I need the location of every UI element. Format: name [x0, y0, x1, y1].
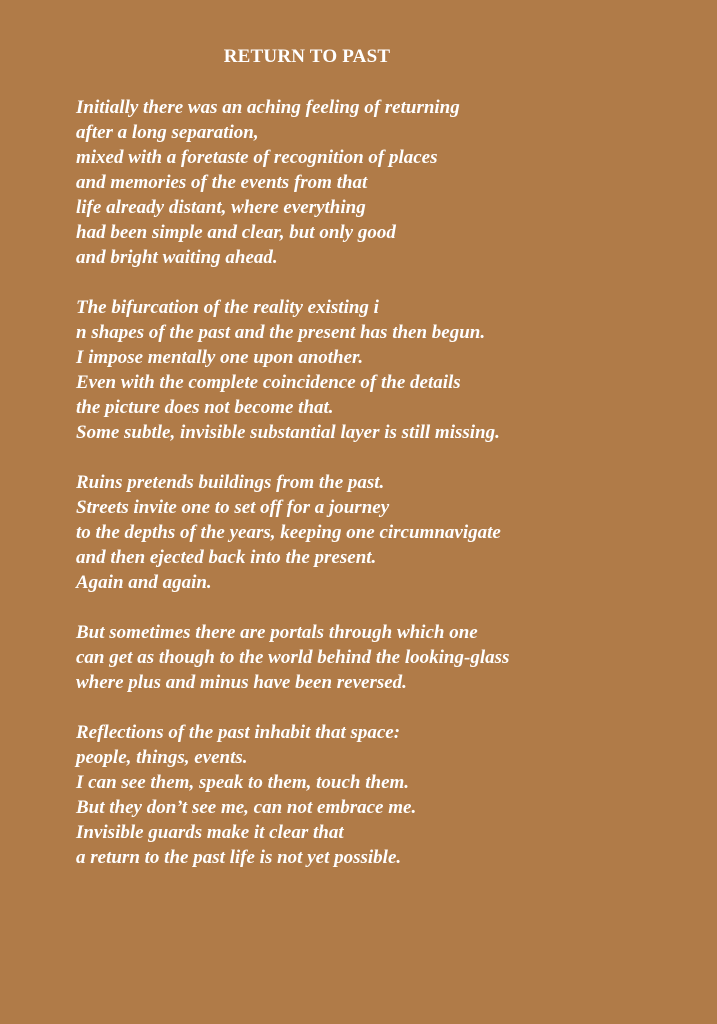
- poem-line: and memories of the events from that: [76, 172, 368, 193]
- poem-line: Reflections of the past inhabit that space:: [76, 722, 401, 743]
- stanza-3: [76, 470, 696, 595]
- poem-line: Invisible guards make it clear that: [76, 822, 344, 843]
- poem-line: The bifurcation of the reality existing i: [76, 297, 379, 318]
- stanza-1: [76, 95, 696, 270]
- poem-line: people, things, events.: [76, 747, 248, 768]
- poem-line: Again and again.: [76, 572, 212, 593]
- poem-line: Even with the complete coincidence of the details: [76, 372, 461, 393]
- poem-line: n shapes of the past and the present has then begun.: [76, 322, 486, 343]
- poem-line: But they don’t see me, can not embrace me.: [76, 797, 417, 818]
- poem-line: Initially there was an aching feeling of returning: [76, 97, 460, 118]
- poem-line: where plus and minus have been reversed.: [76, 672, 407, 693]
- poem-line: life already distant, where everything: [76, 197, 366, 218]
- poem-line: Ruins pretends buildings from the past.: [76, 472, 385, 493]
- poem-line: after a long separation,: [76, 122, 259, 143]
- poem-line: I impose mentally one upon another.: [76, 347, 364, 368]
- poem-line: and then ejected back into the present.: [76, 547, 377, 568]
- poem-body: [76, 95, 696, 895]
- poem-line: I can see them, speak to them, touch them.: [76, 772, 410, 793]
- stanza-4: [76, 620, 696, 695]
- poem-line: mixed with a foretaste of recognition of places: [76, 147, 438, 168]
- poem-line: Streets invite one to set off for a journey: [76, 497, 390, 518]
- poem-line: Some subtle, invisible substantial layer is still missing.: [76, 422, 500, 443]
- poem-line: had been simple and clear, but only good: [76, 222, 396, 243]
- poem-title: RETURN TO PAST: [223, 46, 391, 67]
- poem-line: a return to the past life is not yet possible.: [76, 847, 402, 868]
- poem-line: can get as though to the world behind the looking-glass: [76, 647, 510, 668]
- poem-line: the picture does not become that.: [76, 397, 334, 418]
- poem-line: But sometimes there are portals through which one: [76, 622, 478, 643]
- poem-line: and bright waiting ahead.: [76, 247, 278, 268]
- stanza-2: [76, 295, 696, 445]
- stanza-5: [76, 720, 696, 870]
- poem-line: to the depths of the years, keeping one circumnavigate: [76, 522, 501, 543]
